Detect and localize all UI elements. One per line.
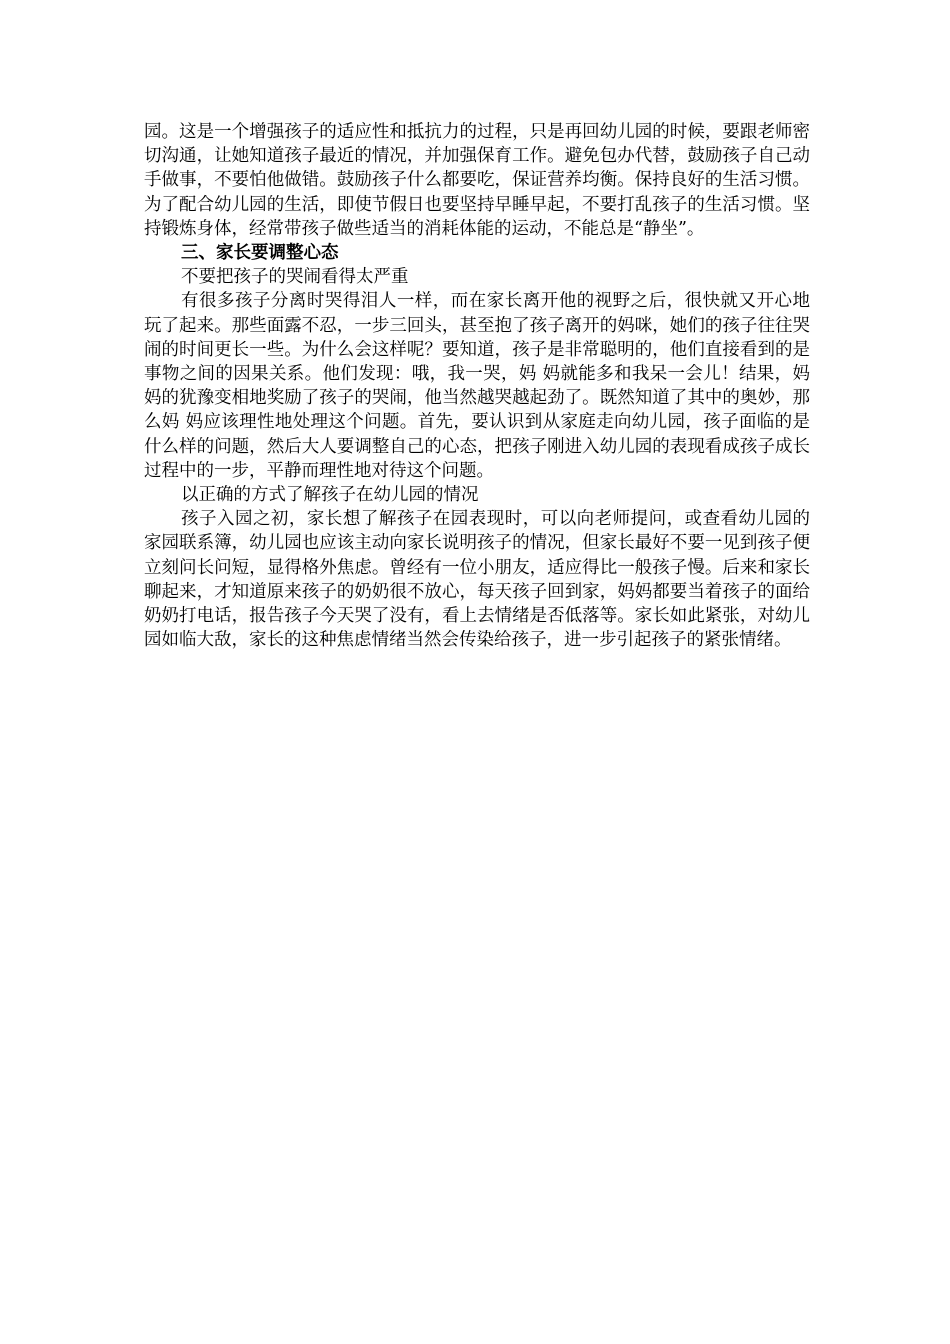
subheading-crying: 不要把孩子的哭闹看得太严重 xyxy=(181,267,409,288)
paragraph-continuation: 园。这是一个增强孩子的适应性和抵抗力的过程，只是再回幼儿园的时候，要跟老师密切沟通，让她知道孩子最近的情况，并加强保育工作。避免包办代替，鼓励孩子自己动手做事，不要怕他做错。鼓励孩子什么都要吃，保证营养均衡。保持良好的生活习惯。为了配合幼儿园的生活，即使节假日也要坚持早睡早起，不要打乱孩子的生活习惯。坚持锻炼身体，经常带孩子做些适当的消耗体能的运动，不能总是“静坐”。 xyxy=(144,122,810,239)
subheading-understanding: 以正确的方式了解孩子在幼儿园的情况 xyxy=(181,485,479,506)
document-page xyxy=(144,120,810,652)
paragraph-understanding: 孩子入园之初，家长想了解孩子在园表现时，可以向老师提问，或查看幼儿园的家园联系簿，幼儿园也应该主动向家长说明孩子的情况，但家长最好不要一见到孩子便立刻问长问短，显得格外焦虑。曾经有一位小朋友，适应得比一般孩子慢。后来和家长聊起来，才知道原来孩子的奶奶很不放心，每天孩子回到家，妈妈都要当着孩子的面给奶奶打电话，报告孩子今天哭了没有，看上去情绪是否低落等。家长如此紧张，对幼儿园如临大敌，家长的这种焦虑情绪当然会传染给孩子，进一步引起孩子的紧张情绪。 xyxy=(144,509,810,651)
section-heading: 三、家长要调整心态 xyxy=(181,243,339,264)
paragraph-crying: 有很多孩子分离时哭得泪人一样，而在家长离开他的视野之后，很快就又开心地玩了起来。那些面露不忍，一步三回头，甚至抱了孩子离开的妈咪，她们的孩子往往哭闹的时间更长一些。为什么会这样呢？要知道，孩子是非常聪明的，他们直接看到的是事物之间的因果关系。他们发现：哦，我一哭，妈 妈就能多和我呆一会儿！结果，妈 妈的犹豫变相地奖励了孩子的哭闹，他当然越哭越起劲了。既然知道了其中的奥妙，那么妈 妈应该理性地处理这个问题。首先，要认识到从家庭走向幼儿园，孩子面临的是什么样的问题，然后大人要调整自己的心态，把孩子刚进入幼儿园的表现看成孩子成长过程中的一步，平静而理性地对待这个问题。 xyxy=(144,291,810,481)
